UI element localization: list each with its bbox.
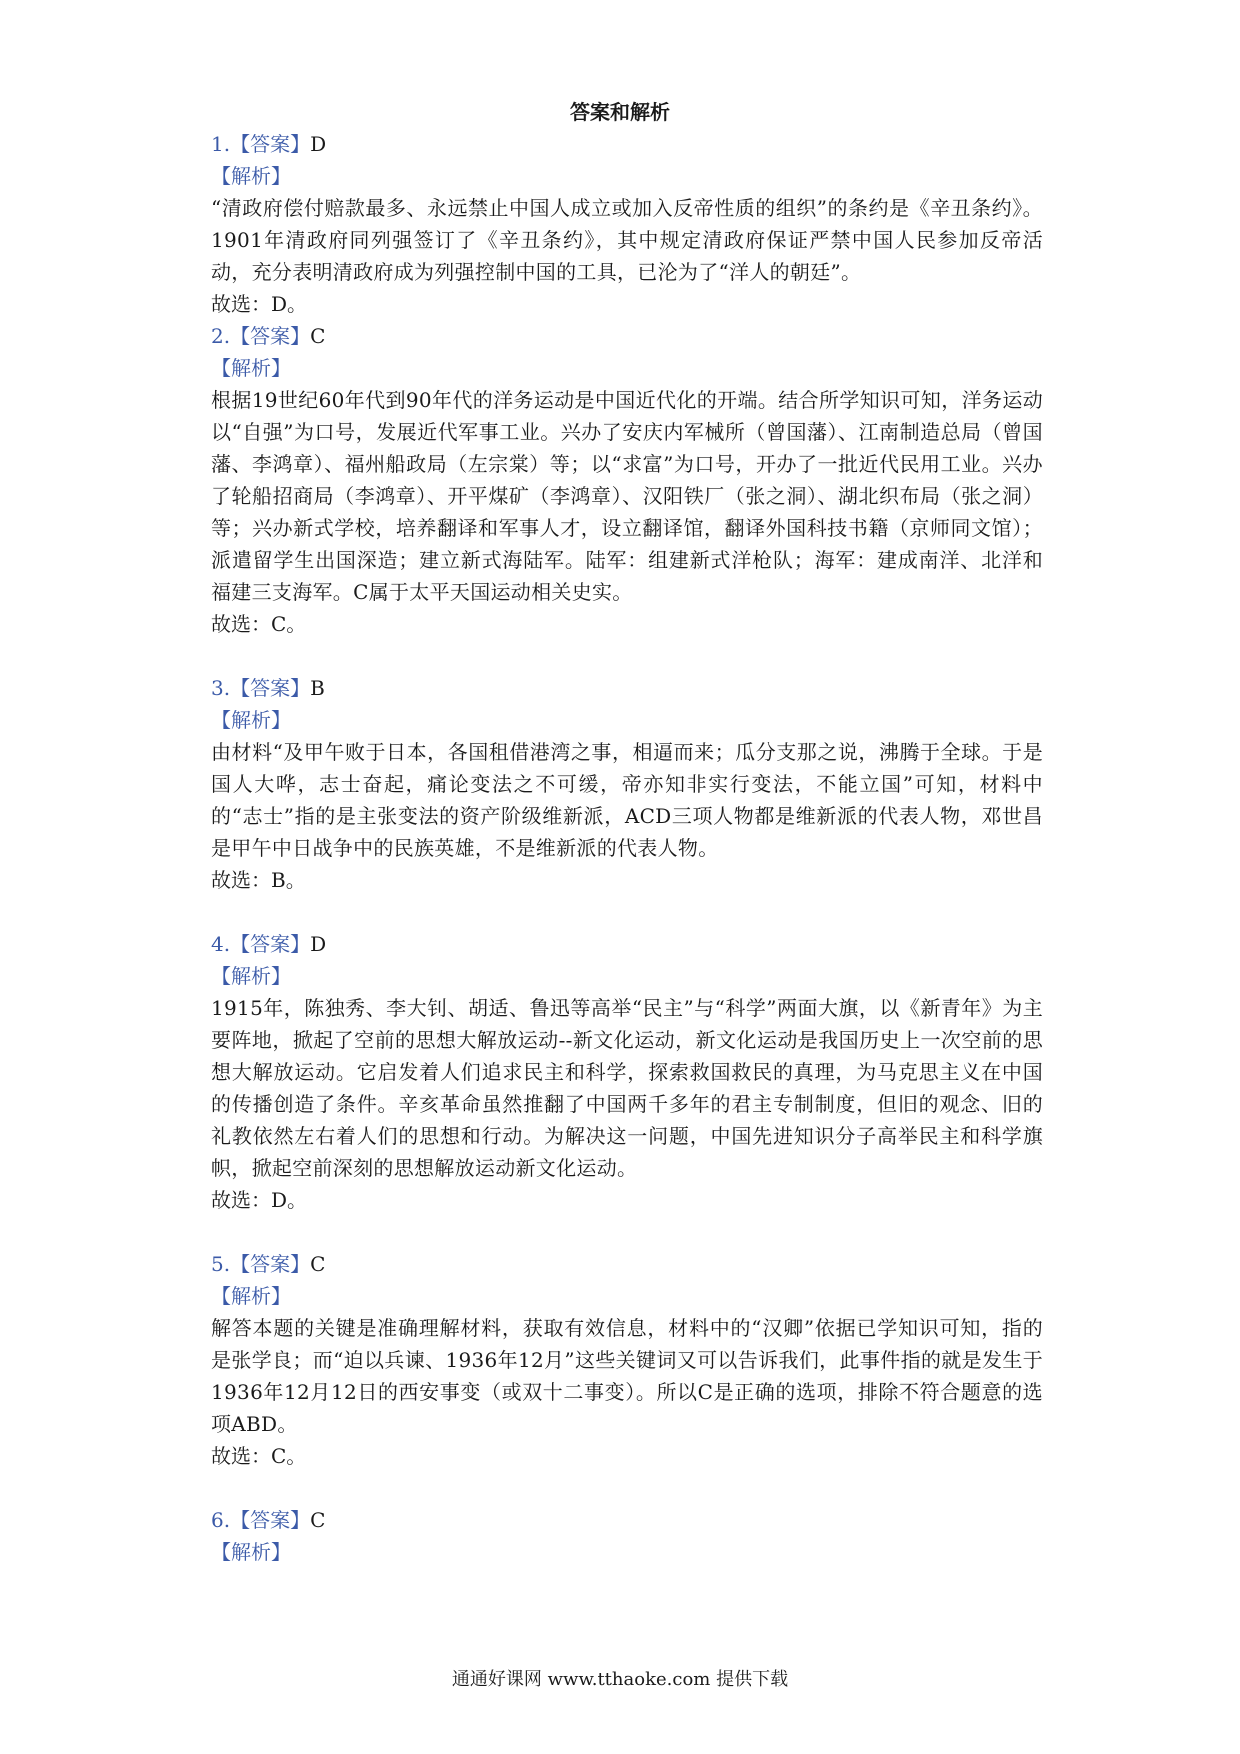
answer-value: D [310, 132, 327, 156]
question-3 [211, 672, 1043, 896]
choice-line: 故选：B。 [211, 868, 306, 892]
choice-line: 故选：D。 [211, 1188, 308, 1212]
answer-value: C [310, 1508, 326, 1532]
analysis-text: 解答本题的关键是准确理解材料，获取有效信息，材料中的“汉卿”依据已学知识可知，指的是张学良；而“迫以兵谏、1936年12月”这些关键词又可以告诉我们，此事件指的就是发生于1936年12月12日的西安事变（或双十二事变）。所以C是正确的选项，排除不符合题意的选项ABD。 [211, 1316, 1043, 1436]
page-footer: 通通好课网 www.tthaoke.com 提供下载 [451, 1669, 789, 1690]
analysis-text: 根据19世纪60年代到90年代的洋务运动是中国近代化的开端。结合所学知识可知，洋务运动以“自强”为口号，发展近代军事工业。兴办了安庆内军械所（曾国藩）、江南制造总局（曾国藩、李鸿章）、福州船政局（左宗棠）等；以“求富”为口号，开办了一批近代民用工业。兴办了轮船招商局（李鸿章）、开平煤矿（李鸿章）、汉阳铁厂（张之洞）、湖北织布局（张之洞）等；兴办新式学校，培养翻译和军事人才，设立翻译馆，翻译外国科技书籍（京师同文馆）；派遣留学生出国深造；建立新式海陆军。陆军：组建新式洋枪队；海军：建成南洋、北洋和福建三支海军。C属于太平天国运动相关史实。 [211, 388, 1043, 604]
question-number: 2. [211, 324, 231, 348]
analysis-text: 由材料“及甲午败于日本，各国租借港湾之事，相逼而来；瓜分支那之说，沸腾于全球。于是国人大哗，志士奋起，痛论变法之不可缓，帝亦知非实行变法，不能立国”可知，材料中的“志士”指的是主张变法的资产阶级维新派，ACD三项人物都是维新派的代表人物，邓世昌是甲午中日战争中的民族英雄，不是维新派的代表人物。 [211, 740, 1043, 860]
choice-line: 故选：C。 [211, 1444, 307, 1468]
choice-line: 故选：C。 [211, 612, 307, 636]
spacer [211, 896, 1043, 928]
analysis-label: 【解析】 [211, 164, 291, 188]
analysis-label: 【解析】 [211, 964, 291, 988]
spacer [211, 1472, 1043, 1504]
answer-line [211, 128, 1043, 160]
answer-value: D [310, 932, 327, 956]
answer-label: 【答案】 [230, 676, 311, 700]
question-number: 4. [211, 932, 231, 956]
answer-value: B [310, 676, 325, 700]
answer-line [211, 928, 1043, 960]
analysis-label: 【解析】 [211, 1540, 291, 1564]
analysis-label: 【解析】 [211, 1284, 291, 1308]
question-number: 5. [211, 1252, 231, 1276]
answer-label: 【答案】 [230, 132, 311, 156]
spacer [211, 640, 1043, 672]
answer-label: 【答案】 [230, 1252, 311, 1276]
question-number: 3. [211, 676, 231, 700]
answer-list [211, 128, 1043, 1568]
question-4 [211, 928, 1043, 1216]
choice-line: 故选：D。 [211, 292, 308, 316]
question-6 [211, 1504, 1043, 1568]
analysis-label: 【解析】 [211, 356, 291, 380]
answer-line [211, 1504, 1043, 1536]
answer-value: C [310, 324, 326, 348]
analysis-text: 1915年，陈独秀、李大钊、胡适、鲁迅等高举“民主”与“科学”两面大旗，以《新青年》为主要阵地，掀起了空前的思想大解放运动--新文化运动，新文化运动是我国历史上一次空前的思想大解放运动。它启发着人们追求民主和科学，探索救国救民的真理，为马克思主义在中国的传播创造了条件。辛亥革命虽然推翻了中国两千多年的君主专制制度，但旧的观念、旧的礼教依然左右着人们的思想和行动。为解决这一问题，中国先进知识分子高举民主和科学旗帜，掀起空前深刻的思想解放运动新文化运动。 [211, 996, 1043, 1180]
question-2 [211, 320, 1043, 640]
analysis-text: “清政府偿付赔款最多、永远禁止中国人成立或加入反帝性质的组织”的条约是《辛丑条约》。1901年清政府同列强签订了《辛丑条约》，其中规定清政府保证严禁中国人民参加反帝活动，充分表明清政府成为列强控制中国的工具，已沦为了“洋人的朝廷”。 [211, 196, 1043, 284]
page-title: 答案和解析 [570, 100, 670, 124]
answer-label: 【答案】 [230, 324, 311, 348]
answer-label: 【答案】 [230, 932, 311, 956]
answer-label: 【答案】 [230, 1508, 311, 1532]
answer-line [211, 320, 1043, 352]
answer-line [211, 672, 1043, 704]
answer-line [211, 1248, 1043, 1280]
question-number: 6. [211, 1508, 231, 1532]
question-5 [211, 1248, 1043, 1472]
spacer [211, 1216, 1043, 1248]
answer-value: C [310, 1252, 326, 1276]
question-number: 1. [211, 132, 231, 156]
analysis-label: 【解析】 [211, 708, 291, 732]
question-1 [211, 128, 1043, 320]
